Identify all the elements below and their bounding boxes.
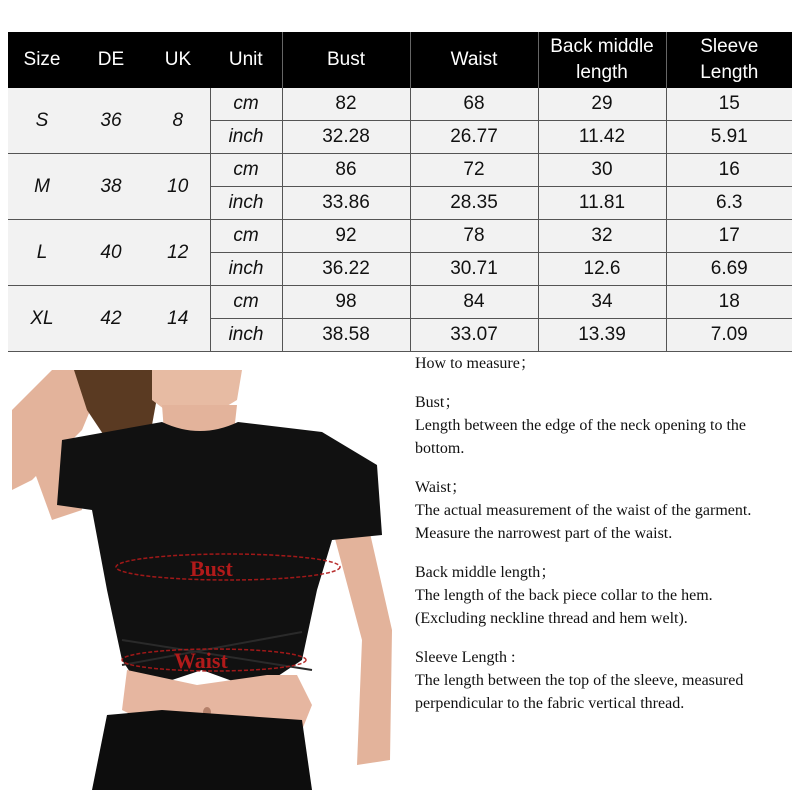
unit-value: inch <box>210 319 282 352</box>
guide-bust-text: Length between the edge of the neck opening to the bottom. <box>415 417 746 457</box>
header-back-line1: Back middle <box>550 36 654 57</box>
bust-value: 82 <box>282 88 410 121</box>
header-sleeve-line2: Length <box>700 62 759 83</box>
back-length-value: 13.39 <box>538 319 666 352</box>
sleeve-length-value: 17 <box>666 220 792 253</box>
unit-value: inch <box>210 253 282 286</box>
waist-label: Waist <box>174 648 228 673</box>
sleeve-length-value: 18 <box>666 286 792 319</box>
uk-value: 10 <box>146 154 210 220</box>
size-value: L <box>8 220 76 286</box>
guide-waist-text: The actual measurement of the waist of the garment. Measure the narrowest part of the waist. <box>415 502 752 542</box>
back-length-value: 34 <box>538 286 666 319</box>
unit-value: cm <box>210 220 282 253</box>
back-length-value: 30 <box>538 154 666 187</box>
de-value: 36 <box>76 88 146 154</box>
back-length-value: 12.6 <box>538 253 666 286</box>
bust-value: 32.28 <box>282 121 410 154</box>
de-value: 38 <box>76 154 146 220</box>
header-de: DE <box>76 32 146 88</box>
measurement-guide <box>415 352 795 715</box>
back-length-value: 11.42 <box>538 121 666 154</box>
header-back-middle-length <box>538 32 666 88</box>
unit-value: cm <box>210 286 282 319</box>
bust-label: Bust <box>190 556 233 581</box>
unit-value: cm <box>210 88 282 121</box>
header-back-line2: length <box>576 62 628 83</box>
bust-value: 38.58 <box>282 319 410 352</box>
uk-value: 14 <box>146 286 210 352</box>
waist-value: 33.07 <box>410 319 538 352</box>
waist-value: 30.71 <box>410 253 538 286</box>
arm-right <box>330 520 392 765</box>
back-length-value: 11.81 <box>538 187 666 220</box>
sleeve-length-value: 15 <box>666 88 792 121</box>
unit-value: cm <box>210 154 282 187</box>
table-row <box>8 88 792 121</box>
guide-sleeve-section <box>415 646 795 715</box>
guide-sleeve-text: The length between the top of the sleeve, measured perpendicular to the fabric vertical thread. <box>415 672 744 712</box>
header-bust: Bust <box>282 32 410 88</box>
size-value: XL <box>8 286 76 352</box>
sleeve-length-value: 16 <box>666 154 792 187</box>
table-row <box>8 286 792 319</box>
leggings <box>92 710 312 790</box>
waist-value: 28.35 <box>410 187 538 220</box>
model-illustration <box>12 370 402 790</box>
guide-bust-title: Bust； <box>415 394 461 411</box>
table-row <box>8 154 792 187</box>
guide-title: How to measure； <box>415 355 536 372</box>
guide-back-section <box>415 561 795 630</box>
waist-value: 78 <box>410 220 538 253</box>
bust-value: 86 <box>282 154 410 187</box>
unit-value: inch <box>210 121 282 154</box>
sleeve-length-value: 5.91 <box>666 121 792 154</box>
guide-waist-title: Waist； <box>415 479 468 496</box>
unit-value: inch <box>210 187 282 220</box>
sleeve-length-value: 7.09 <box>666 319 792 352</box>
table-row <box>8 220 792 253</box>
de-value: 40 <box>76 220 146 286</box>
header-sleeve-line1: Sleeve <box>700 36 759 57</box>
size-value: S <box>8 88 76 154</box>
waist-value: 26.77 <box>410 121 538 154</box>
bust-value: 36.22 <box>282 253 410 286</box>
guide-back-text-2: (Excluding neckline thread and hem welt). <box>415 610 688 627</box>
model-photo <box>12 370 402 790</box>
sleeve-length-value: 6.3 <box>666 187 792 220</box>
size-value: M <box>8 154 76 220</box>
uk-value: 8 <box>146 88 210 154</box>
uk-value: 12 <box>146 220 210 286</box>
guide-sleeve-title: Sleeve Length : <box>415 649 516 666</box>
table-header-row <box>8 32 792 88</box>
guide-bust-section <box>415 391 795 460</box>
header-unit: Unit <box>210 32 282 88</box>
header-size: Size <box>8 32 76 88</box>
sleeve-length-value: 6.69 <box>666 253 792 286</box>
header-waist: Waist <box>410 32 538 88</box>
waist-value: 72 <box>410 154 538 187</box>
guide-waist-section <box>415 476 795 545</box>
waist-value: 68 <box>410 88 538 121</box>
guide-back-title: Back middle length； <box>415 564 557 581</box>
header-uk: UK <box>146 32 210 88</box>
header-sleeve-length <box>666 32 792 88</box>
guide-back-text-1: The length of the back piece collar to the hem. <box>415 587 713 604</box>
bust-value: 98 <box>282 286 410 319</box>
waist-value: 84 <box>410 286 538 319</box>
back-length-value: 29 <box>538 88 666 121</box>
bust-value: 33.86 <box>282 187 410 220</box>
back-length-value: 32 <box>538 220 666 253</box>
bust-value: 92 <box>282 220 410 253</box>
de-value: 42 <box>76 286 146 352</box>
size-chart-table <box>8 32 792 352</box>
